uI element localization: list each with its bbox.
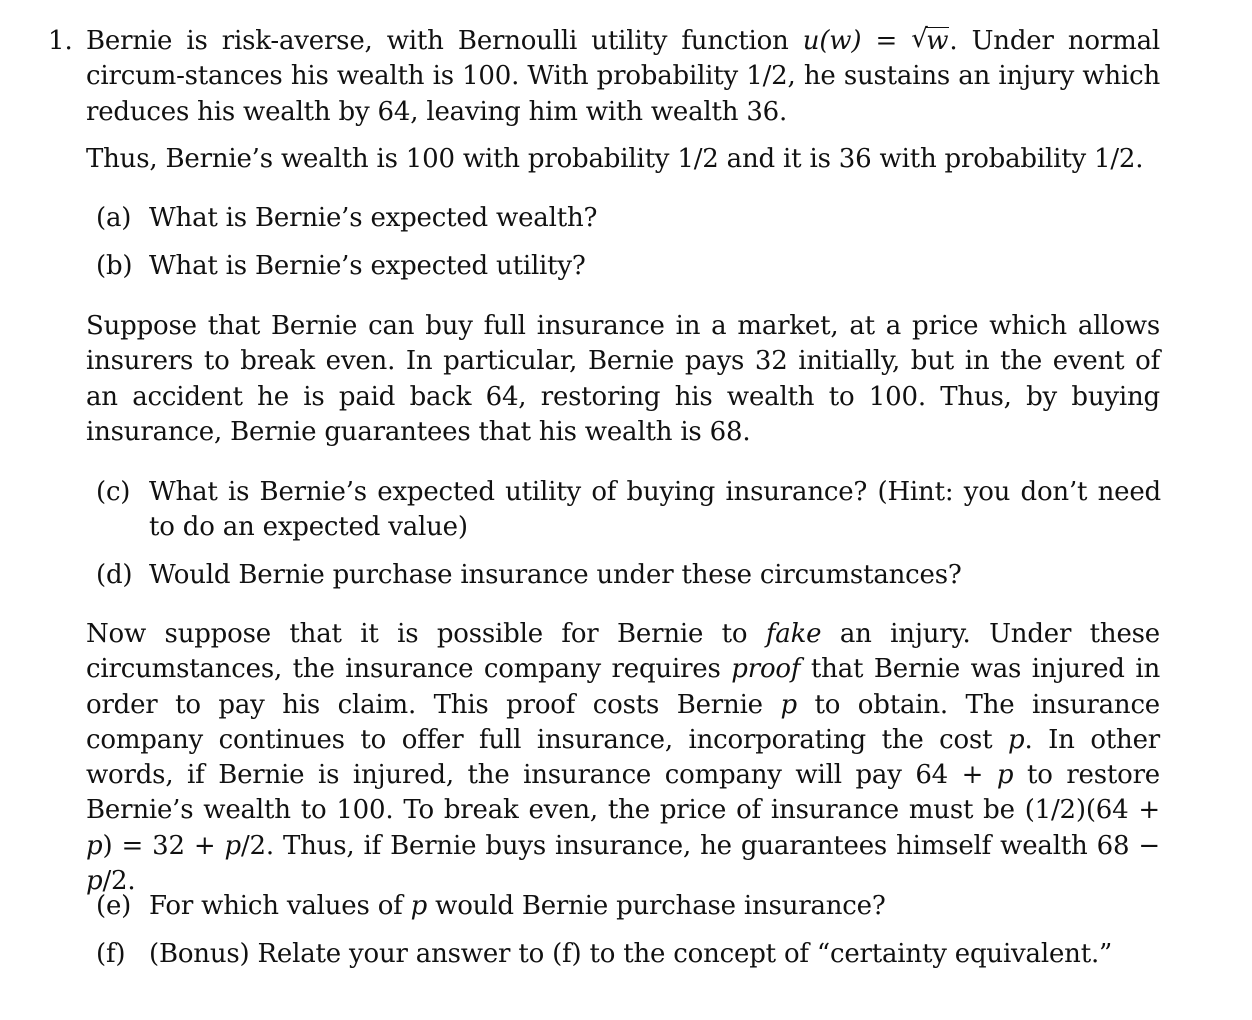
item-label-e: (e) (96, 891, 132, 921)
fake-text-3: that Bernie was injured in order to pay his claim. This proof costs Bernie (86, 654, 1160, 720)
item-e-text-before: For which values of (149, 891, 411, 921)
item-text-f: (Bonus) Relate your answer to (f) to the concept of “certainty equivalent.” (149, 939, 1113, 969)
math-var-p: p (86, 830, 103, 861)
item-label-c: (c) (96, 477, 131, 507)
radical-sign-icon: √ (911, 24, 928, 54)
insurance-paragraph: Suppose that Bernie can buy full insurance in a market, at a price which allows insurers to break even. In particular, Bernie pays 32 initially, but in the event of an accident he is paid back 64, restoring his wealth to 100. Thus, by buying insurance, Bernie guarantees that his wealth is 68. (86, 311, 1160, 447)
emphasis-proof: proof (731, 654, 801, 685)
emphasis-fake: fake (765, 619, 822, 649)
intro-text-1: Bernie is risk-averse, with Bernoulli utility function (86, 26, 803, 56)
fake-text-1: Now suppose that it is possible for Bernie to (86, 619, 766, 649)
fake-text-4: to obtain. The insurance company continues to offer full insurance, incorporating the cost (86, 689, 1160, 755)
utility-equals: = (861, 26, 912, 56)
math-var-p: p (996, 760, 1014, 791)
fake-injury-paragraph (86, 617, 1160, 899)
math-var-p: p (224, 830, 241, 861)
math-var-p: p (86, 866, 103, 897)
wealth-summary: Thus, Bernie’s wealth is 100 with probability 1/2 and it is 36 with probability 1/2. (86, 144, 1144, 174)
fake-text-8: /2. Thus, if Bernie buys insurance, he guarantees himself wealth 68 − (240, 830, 1161, 861)
item-label-f: (f) (96, 939, 126, 969)
item-text-e (149, 889, 1161, 924)
utility-function-lhs: u(w) (802, 26, 862, 56)
item-text-c: What is Bernie’s expected utility of buying insurance? (Hint: you don’t need to do an expected value) (149, 477, 1161, 543)
fake-text-5: . In other words, if Bernie is injured, the insurance company will pay 64 + (86, 724, 1160, 791)
item-text-b: What is Bernie’s expected utility? (149, 251, 586, 281)
item-label-b: (b) (96, 251, 133, 281)
sqrt-expression (911, 24, 949, 59)
math-var-p: p (780, 689, 797, 720)
item-label-a: (a) (96, 203, 132, 233)
item-e-text-after: would Bernie purchase insurance? (427, 891, 886, 921)
sqrt-radicand: w (926, 26, 949, 56)
item-label-d: (d) (96, 560, 133, 590)
question-number: 1. (48, 26, 73, 56)
item-text-a: What is Bernie’s expected wealth? (149, 203, 598, 233)
list-item (0, 475, 1252, 547)
fake-text-6: to restore Bernie’s wealth to 100. To break even, the price of insurance must be (1/2)(64 + (86, 760, 1160, 826)
fake-text-9: /2. (102, 866, 136, 897)
item-text-d: Would Bernie purchase insurance under these circumstances? (149, 560, 962, 590)
math-var-p: p (1007, 724, 1025, 755)
intro-text-2: . Under normal circum-stances his wealth is 100. With probability 1/2, he sustains an injury which reduces his wealth by 64, leaving him with wealth 36. (86, 26, 1160, 127)
fake-text-7: ) = 32 + (102, 830, 225, 861)
fake-text-2: an injury. Under these circumstances, the insurance company requires (86, 619, 1160, 685)
math-var-p: p (410, 891, 428, 921)
question-intro (86, 24, 1160, 130)
